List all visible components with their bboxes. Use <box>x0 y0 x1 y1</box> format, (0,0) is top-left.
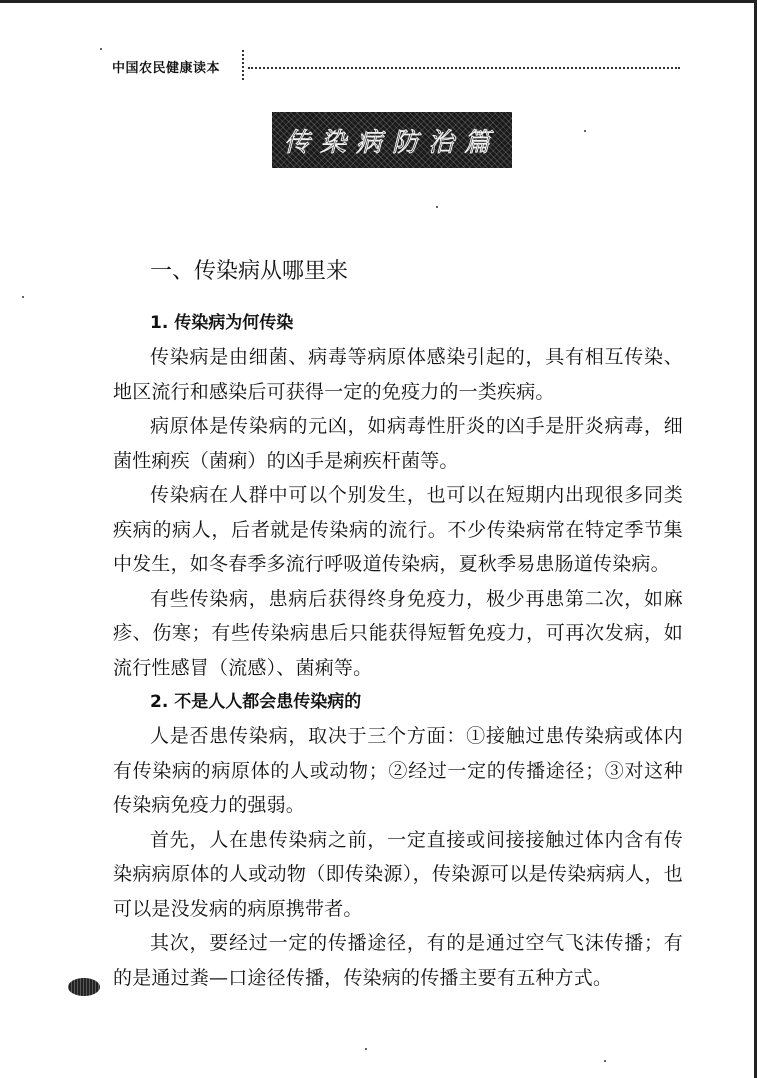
paragraph: 传染病在人群中可以个别发生，也可以在短期内出现很多同类疾病的病人，后者就是传染病的流行。不少传染病常在特定季节集中发生，如冬春季多流行呼吸道传染病，夏秋季易患肠道传染病。 <box>113 484 683 575</box>
subsection-heading-1: 1. 传染病为何传染 <box>150 313 294 333</box>
page-border-top <box>0 0 757 3</box>
scan-speck <box>436 206 438 208</box>
scan-speck <box>365 1048 367 1050</box>
scan-speck <box>22 296 24 298</box>
chapter-banner-title: 传染病防治篇 <box>283 127 500 158</box>
subsection-heading-2: 2. 不是人人都会患传染病的 <box>150 692 362 712</box>
scan-speck <box>100 48 102 50</box>
paragraph: 有些传染病，患病后获得终身免疫力，极少再患第二次，如麻疹、伤寒；有些传染病患后只能获得短暂免疫力，可再次发病，如流行性感冒（流感）、菌痢等。 <box>113 587 683 679</box>
section-heading: 一、传染病从哪里来 <box>150 259 349 284</box>
paragraph: 人是否患传染病，取决于三个方面：①接触过患传染病或体内有传染病的病原体的人或动物；②经过一定的传播途径；③对这种传染病免疫力的强弱。 <box>113 725 683 816</box>
paragraph: 其次，要经过一定的传播途径，有的是通过空气飞沫传播；有的是通过粪—口途径传播，传染病的传播主要有五种方式。 <box>113 932 683 989</box>
header-divider <box>242 50 244 80</box>
paragraph: 病原体是传染病的元凶，如病毒性肝炎的凶手是肝炎病毒，细菌性痢疾（菌痢）的凶手是痢疾杆菌等。 <box>113 415 683 472</box>
page-number-mark <box>68 978 100 996</box>
running-header: 中国农民健康读本 <box>112 61 221 76</box>
paragraph: 传染病是由细菌、病毒等病原体感染引起的，具有相互传染、地区流行和感染后可获得一定的免疫力的一类疾病。 <box>113 346 683 403</box>
chapter-banner <box>272 112 512 168</box>
paragraph: 首先，人在患传染病之前，一定直接或间接接触过体内含有传染病病原体的人或动物（即传染源），传染源可以是传染病病人，也可以是没发病的病原携带者。 <box>113 828 683 920</box>
page-body <box>113 250 683 995</box>
header-dotted-rule <box>248 67 680 69</box>
scan-speck <box>604 1060 606 1062</box>
scan-speck <box>584 130 586 132</box>
